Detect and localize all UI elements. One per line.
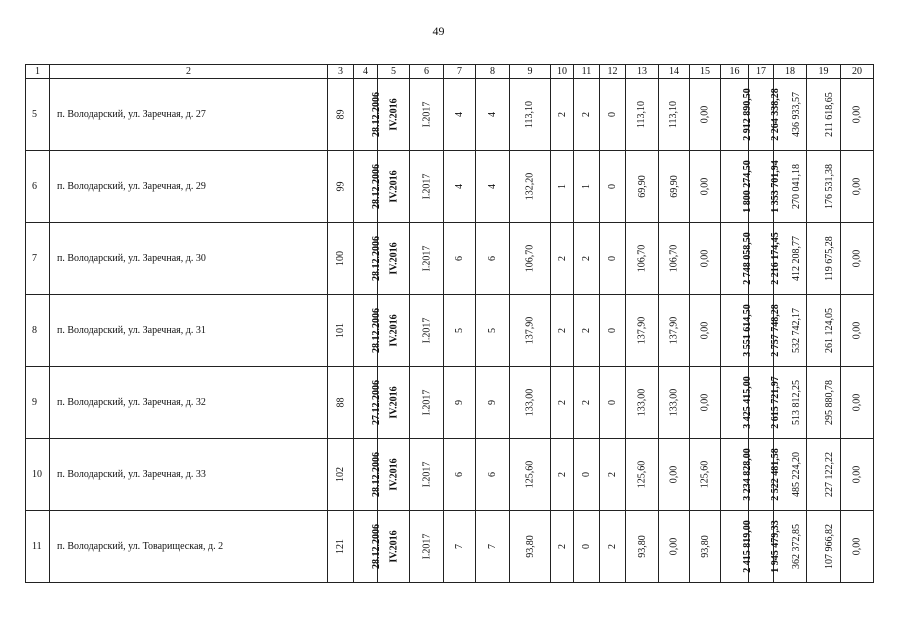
cell-value: 101 <box>335 323 346 338</box>
table-row <box>26 79 874 151</box>
column-header-3: 3 <box>328 65 354 79</box>
cell-c11 <box>574 511 600 583</box>
cell-c14 <box>659 223 690 295</box>
cell-value: 2 415 819,00 <box>741 520 753 573</box>
cell-value: 362 372,85 <box>791 524 802 569</box>
cell-value: 2 <box>581 328 592 333</box>
cell-value: IV.2016 <box>388 530 400 563</box>
cell-c11 <box>574 367 600 439</box>
cell-c14 <box>659 511 690 583</box>
cell-c5 <box>378 79 410 151</box>
cell-c16 <box>721 295 753 367</box>
cell-c13 <box>626 295 659 367</box>
cell-value: 113,10 <box>668 100 680 129</box>
cell-value: 132,20 <box>524 172 536 201</box>
cell-value: 295 880,78 <box>824 380 835 425</box>
cell-value: 113,10 <box>524 100 536 129</box>
cell-c9 <box>510 439 551 511</box>
cell-c10 <box>551 439 574 511</box>
column-header-14: 14 <box>659 65 690 79</box>
cell-c15 <box>690 439 721 511</box>
address-cell: п. Володарский, ул. Заречная, д. 33 <box>50 439 328 511</box>
cell-c5 <box>378 295 410 367</box>
column-header-13: 13 <box>626 65 659 79</box>
cell-value: 0,00 <box>851 393 863 412</box>
cell-value: 4 <box>454 184 465 189</box>
cell-value: 137,90 <box>668 316 680 345</box>
cell-c19 <box>807 511 841 583</box>
cell-c8 <box>476 511 510 583</box>
cell-value: IV.2016 <box>388 386 400 419</box>
address-cell: п. Володарский, ул. Заречная, д. 31 <box>50 295 328 367</box>
cell-value: 133,00 <box>668 388 680 417</box>
cell-c19 <box>807 151 841 223</box>
cell-c15 <box>690 511 721 583</box>
cell-c10 <box>551 223 574 295</box>
row-number: 8 <box>26 295 50 367</box>
cell-value: 412 208,77 <box>791 236 802 281</box>
cell-value: 4 <box>454 112 465 117</box>
cell-value: 3 551 614,50 <box>741 304 753 357</box>
cell-c14 <box>659 439 690 511</box>
cell-c6 <box>410 367 444 439</box>
cell-value: 28.12.2006 <box>371 92 382 137</box>
table-row <box>26 295 874 367</box>
cell-c13 <box>626 439 659 511</box>
cell-c16 <box>721 79 753 151</box>
address-cell: п. Володарский, ул. Товарищеская, д. 2 <box>50 511 328 583</box>
cell-c6 <box>410 511 444 583</box>
table-row <box>26 367 874 439</box>
cell-value: 1 <box>581 184 592 189</box>
cell-value: 2 <box>556 328 568 333</box>
cell-c7 <box>444 367 476 439</box>
cell-value: 6 <box>487 472 498 477</box>
cell-c16 <box>721 367 753 439</box>
cell-value: 28.12.2006 <box>371 236 382 281</box>
cell-c4 <box>354 511 382 583</box>
cell-c13 <box>626 511 659 583</box>
cell-c5 <box>378 439 410 511</box>
cell-c6 <box>410 79 444 151</box>
cell-value: 1 353 701,94 <box>769 160 781 213</box>
cell-c6 <box>410 151 444 223</box>
cell-value: 2 912 890,50 <box>741 88 753 141</box>
cell-value: 106,70 <box>668 244 680 273</box>
cell-value: 125,60 <box>636 460 648 489</box>
cell-value: I.2017 <box>421 533 432 560</box>
column-header-1: 1 <box>26 65 50 79</box>
cell-value: 89 <box>335 109 346 120</box>
address-cell: п. Володарский, ул. Заречная, д. 27 <box>50 79 328 151</box>
cell-value: 9 <box>487 400 498 405</box>
cell-value: 2 <box>556 472 568 477</box>
cell-c20 <box>841 79 874 151</box>
cell-value: 0,00 <box>699 105 711 124</box>
cell-c10 <box>551 151 574 223</box>
cell-c4 <box>354 439 382 511</box>
cell-value: IV.2016 <box>388 170 400 203</box>
cell-value: 28.12.2006 <box>371 452 382 497</box>
cell-value: 0,00 <box>668 465 680 484</box>
cell-value: 1 800 274,50 <box>741 160 753 213</box>
cell-c11 <box>574 223 600 295</box>
cell-c4 <box>354 151 382 223</box>
cell-value: 69,90 <box>668 175 680 198</box>
cell-c4 <box>354 223 382 295</box>
column-header-9: 9 <box>510 65 551 79</box>
column-header-10: 10 <box>551 65 574 79</box>
row-number: 9 <box>26 367 50 439</box>
cell-c10 <box>551 295 574 367</box>
cell-value: 7 <box>454 544 465 549</box>
cell-c15 <box>690 367 721 439</box>
cell-value: 2 <box>581 256 592 261</box>
address-cell: п. Володарский, ул. Заречная, д. 29 <box>50 151 328 223</box>
cell-c8 <box>476 295 510 367</box>
cell-value: 3 425 415,00 <box>741 376 753 429</box>
header-row <box>26 65 874 79</box>
cell-c20 <box>841 151 874 223</box>
cell-c6 <box>410 295 444 367</box>
cell-value: 0,00 <box>851 537 863 556</box>
cell-c14 <box>659 79 690 151</box>
cell-value: 6 <box>454 472 465 477</box>
cell-value: IV.2016 <box>388 98 400 131</box>
cell-c12 <box>600 295 626 367</box>
cell-c12 <box>600 79 626 151</box>
table-row <box>26 151 874 223</box>
cell-value: 4 <box>487 112 498 117</box>
cell-value: 2 748 058,50 <box>741 232 753 285</box>
cell-value: 125,60 <box>699 460 711 489</box>
cell-c16 <box>721 439 753 511</box>
cell-value: IV.2016 <box>388 314 400 347</box>
cell-value: 27.12.2006 <box>371 380 382 425</box>
cell-c8 <box>476 79 510 151</box>
cell-c20 <box>841 439 874 511</box>
column-header-12: 12 <box>600 65 626 79</box>
cell-value: I.2017 <box>421 101 432 128</box>
row-number: 6 <box>26 151 50 223</box>
cell-c19 <box>807 295 841 367</box>
cell-value: 9 <box>454 400 465 405</box>
cell-c3 <box>328 151 354 223</box>
row-number: 10 <box>26 439 50 511</box>
cell-value: 0,00 <box>851 465 863 484</box>
cell-c12 <box>600 439 626 511</box>
cell-c19 <box>807 223 841 295</box>
cell-value: 102 <box>335 467 346 482</box>
cell-value: 0 <box>607 184 618 189</box>
cell-value: 6 <box>454 256 465 261</box>
cell-value: 137,90 <box>636 316 648 345</box>
cell-value: 7 <box>487 544 498 549</box>
cell-value: 485 224,20 <box>791 452 802 497</box>
cell-value: 0,00 <box>851 321 863 340</box>
column-header-16: 16 <box>721 65 749 79</box>
cell-value: 2 <box>581 112 592 117</box>
cell-value: 0,00 <box>699 249 711 268</box>
cell-value: 93,80 <box>636 535 648 558</box>
cell-c13 <box>626 79 659 151</box>
cell-value: 2 <box>556 544 568 549</box>
cell-c5 <box>378 511 410 583</box>
cell-c7 <box>444 223 476 295</box>
cell-c9 <box>510 511 551 583</box>
column-header-20: 20 <box>841 65 874 79</box>
cell-value: 125,60 <box>524 460 536 489</box>
cell-value: 2 <box>581 400 592 405</box>
cell-c16 <box>721 511 753 583</box>
cell-c13 <box>626 367 659 439</box>
cell-c16 <box>721 151 753 223</box>
cell-value: 6 <box>487 256 498 261</box>
cell-value: 0,00 <box>851 249 863 268</box>
cell-value: 133,00 <box>636 388 648 417</box>
cell-value: 0,00 <box>699 321 711 340</box>
cell-value: 0,00 <box>851 177 863 196</box>
cell-value: 2 <box>607 544 618 549</box>
cell-c20 <box>841 223 874 295</box>
cell-c3 <box>328 367 354 439</box>
cell-value: 28.12.2006 <box>371 524 382 569</box>
cell-c9 <box>510 151 551 223</box>
cell-c16 <box>721 223 753 295</box>
cell-value: 28.12.2006 <box>371 308 382 353</box>
cell-value: 513 812,25 <box>791 380 802 425</box>
column-header-17: 17 <box>749 65 774 79</box>
cell-c7 <box>444 511 476 583</box>
cell-value: 121 <box>335 539 346 554</box>
column-header-5: 5 <box>378 65 410 79</box>
cell-value: 0 <box>607 400 618 405</box>
page-number: 49 <box>432 24 445 38</box>
cell-value: IV.2016 <box>388 458 400 491</box>
cell-c9 <box>510 223 551 295</box>
column-header-7: 7 <box>444 65 476 79</box>
cell-value: 93,80 <box>524 535 536 558</box>
cell-value: 0,00 <box>851 105 863 124</box>
cell-value: 2 757 748,28 <box>769 304 781 357</box>
cell-c3 <box>328 79 354 151</box>
cell-c8 <box>476 367 510 439</box>
cell-c14 <box>659 151 690 223</box>
cell-c20 <box>841 511 874 583</box>
cell-value: 0 <box>607 328 618 333</box>
cell-c5 <box>378 223 410 295</box>
cell-value: I.2017 <box>421 173 432 200</box>
column-header-6: 6 <box>410 65 444 79</box>
cell-c8 <box>476 151 510 223</box>
cell-c19 <box>807 439 841 511</box>
cell-c12 <box>600 151 626 223</box>
cell-c10 <box>551 511 574 583</box>
cell-c10 <box>551 367 574 439</box>
address-cell: п. Володарский, ул. Заречная, д. 30 <box>50 223 328 295</box>
cell-c20 <box>841 367 874 439</box>
cell-c10 <box>551 79 574 151</box>
row-number: 7 <box>26 223 50 295</box>
cell-value: 133,00 <box>524 388 536 417</box>
cell-c7 <box>444 151 476 223</box>
cell-value: I.2017 <box>421 317 432 344</box>
cell-c13 <box>626 151 659 223</box>
cell-c12 <box>600 367 626 439</box>
cell-c3 <box>328 511 354 583</box>
cell-value: 2 522 481,58 <box>769 448 781 501</box>
cell-c4 <box>354 367 382 439</box>
cell-value: 0,00 <box>699 177 711 196</box>
cell-value: 100 <box>335 251 346 266</box>
cell-value: 3 234 828,00 <box>741 448 753 501</box>
cell-c14 <box>659 367 690 439</box>
cell-value: 0 <box>581 472 592 477</box>
cell-value: I.2017 <box>421 461 432 488</box>
cell-c4 <box>354 295 382 367</box>
cell-value: 137,90 <box>524 316 536 345</box>
cell-value: 2 216 174,45 <box>769 232 781 285</box>
column-header-18: 18 <box>774 65 807 79</box>
cell-value: 93,80 <box>699 535 711 558</box>
cell-value: 88 <box>335 397 346 408</box>
cell-value: I.2017 <box>421 389 432 416</box>
cell-value: 0 <box>607 256 618 261</box>
cell-c12 <box>600 511 626 583</box>
cell-c11 <box>574 151 600 223</box>
cell-c12 <box>600 223 626 295</box>
cell-value: 5 <box>487 328 498 333</box>
cell-value: 532 742,17 <box>791 308 802 353</box>
cell-value: 2 264 338,28 <box>769 88 781 141</box>
row-number: 11 <box>26 511 50 583</box>
column-header-11: 11 <box>574 65 600 79</box>
cell-c15 <box>690 79 721 151</box>
cell-value: 0,00 <box>699 393 711 412</box>
cell-c13 <box>626 223 659 295</box>
cell-c9 <box>510 295 551 367</box>
cell-c11 <box>574 79 600 151</box>
cell-value: 436 933,57 <box>791 92 802 137</box>
cell-value: 28.12.2006 <box>371 164 382 209</box>
cell-value: 270 041,18 <box>791 164 802 209</box>
column-header-19: 19 <box>807 65 841 79</box>
cell-c3 <box>328 223 354 295</box>
cell-c8 <box>476 439 510 511</box>
cell-value: 5 <box>454 328 465 333</box>
cell-c4 <box>354 79 382 151</box>
cell-value: IV.2016 <box>388 242 400 275</box>
cell-c6 <box>410 223 444 295</box>
cell-value: 69,90 <box>636 175 648 198</box>
cell-c7 <box>444 79 476 151</box>
cell-c19 <box>807 367 841 439</box>
cell-c19 <box>807 79 841 151</box>
data-table <box>25 64 874 583</box>
cell-value: 2 <box>556 256 568 261</box>
cell-value: 1 945 479,33 <box>769 520 781 573</box>
cell-value: 227 122,22 <box>824 452 835 497</box>
table-row <box>26 439 874 511</box>
cell-value: 4 <box>487 184 498 189</box>
cell-c14 <box>659 295 690 367</box>
cell-c20 <box>841 295 874 367</box>
cell-value: 107 966,82 <box>824 524 835 569</box>
cell-value: 119 675,28 <box>823 236 835 281</box>
cell-value: 261 124,05 <box>824 308 835 353</box>
cell-value: 99 <box>335 181 346 192</box>
cell-value: 2 <box>556 400 568 405</box>
cell-value: 106,70 <box>636 244 648 273</box>
table-row <box>26 511 874 583</box>
column-header-8: 8 <box>476 65 510 79</box>
cell-value: 176 531,38 <box>824 164 835 209</box>
cell-c9 <box>510 367 551 439</box>
cell-value: 0,00 <box>668 537 680 556</box>
cell-c9 <box>510 79 551 151</box>
cell-c7 <box>444 295 476 367</box>
column-header-15: 15 <box>690 65 721 79</box>
cell-c7 <box>444 439 476 511</box>
cell-c15 <box>690 295 721 367</box>
cell-value: 113,10 <box>636 100 648 129</box>
cell-c11 <box>574 295 600 367</box>
cell-value: 2 <box>556 112 568 117</box>
cell-value: 211 618,65 <box>823 92 835 137</box>
cell-c5 <box>378 151 410 223</box>
cell-c3 <box>328 439 354 511</box>
cell-c8 <box>476 223 510 295</box>
cell-value: 106,70 <box>524 244 536 273</box>
cell-value: 0 <box>581 544 592 549</box>
cell-c5 <box>378 367 410 439</box>
address-cell: п. Володарский, ул. Заречная, д. 32 <box>50 367 328 439</box>
cell-c15 <box>690 223 721 295</box>
cell-value: I.2017 <box>421 245 432 272</box>
table-row <box>26 223 874 295</box>
cell-c11 <box>574 439 600 511</box>
cell-c6 <box>410 439 444 511</box>
column-header-2: 2 <box>50 65 328 79</box>
cell-value: 0 <box>607 112 618 117</box>
cell-c15 <box>690 151 721 223</box>
cell-value: 2 615 721,97 <box>769 376 781 429</box>
cell-c3 <box>328 295 354 367</box>
row-number: 5 <box>26 79 50 151</box>
cell-value: 2 <box>607 472 618 477</box>
column-header-4: 4 <box>354 65 378 79</box>
cell-value: 1 <box>556 184 568 189</box>
